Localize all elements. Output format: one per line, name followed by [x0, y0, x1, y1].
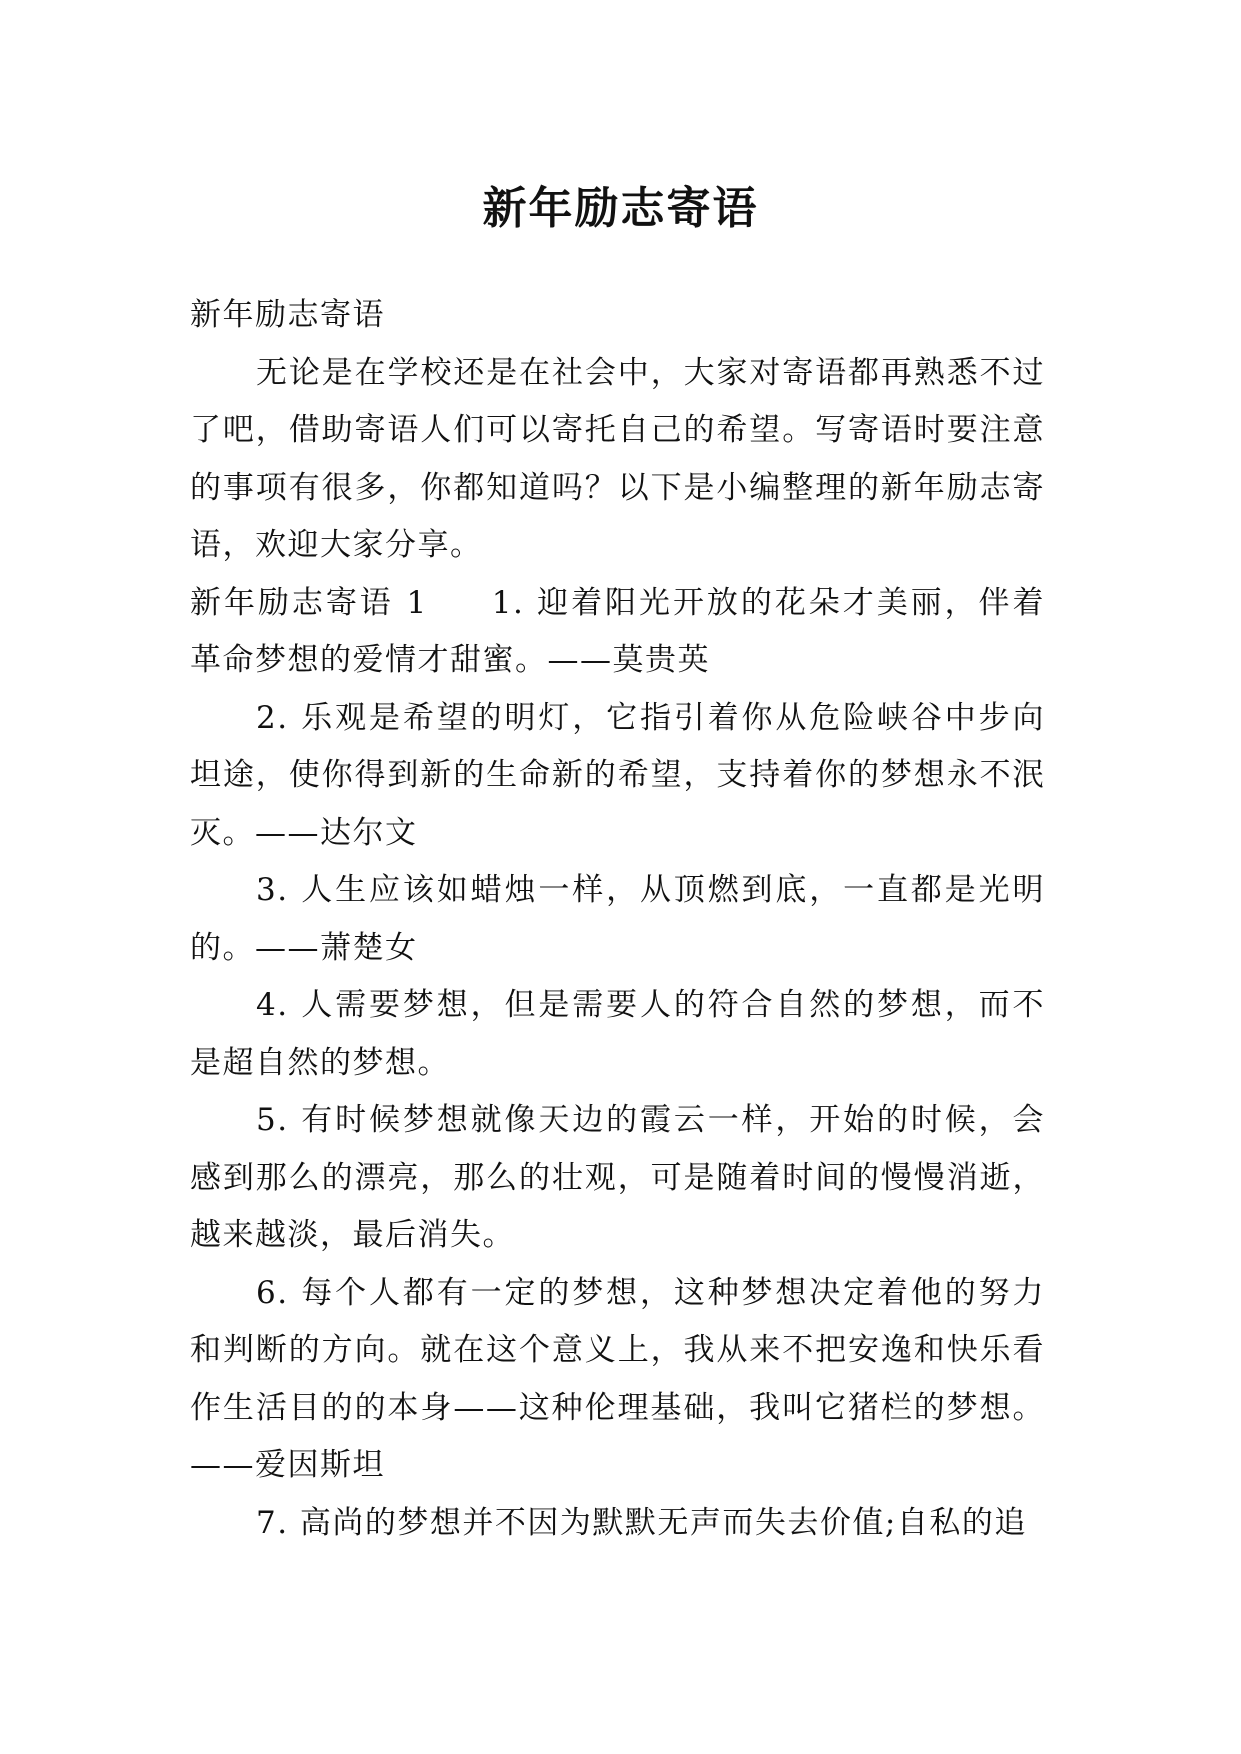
- quote-item: 7. 高尚的梦想并不因为默默无声而失去价值;自私的追: [256, 1504, 1027, 1541]
- quote-item: 4. 人需要梦想，但是需要人的符合自然的梦想，而不是超自然的梦想。: [190, 987, 1045, 1081]
- quote-1-paragraph: [190, 575, 1045, 690]
- quote-item: 6. 每个人都有一定的梦想，这种梦想决定着他的努力和判断的方向。就在这个意义上，我从来不把安逸和快乐看作生活目的的本身——这种伦理基础，我叫它猪栏的梦想。——爱因斯坦: [190, 1274, 1045, 1483]
- subtitle: 新年励志寄语: [190, 297, 385, 333]
- quote-item: 5. 有时候梦想就像天边的霞云一样，开始的时候，会感到那么的漂亮，那么的壮观，可是随着时间的慢慢消逝，越来越淡，最后消失。: [190, 1102, 1045, 1253]
- intro-paragraph: 无论是在学校还是在社会中，大家对寄语都再熟悉不过了吧，借助寄语人们可以寄托自己的希望。写寄语时要注意的事项有很多，你都知道吗？以下是小编整理的新年励志寄语，欢迎大家分享。: [190, 354, 1045, 563]
- quote-item: 2. 乐观是希望的明灯，它指引着你从危险峡谷中步向坦途，使你得到新的生命新的希望，支持着你的梦想永不泯灭。——达尔文: [190, 699, 1045, 851]
- quote-item: 1. 迎着阳光开放的花朵才美丽，伴着革命梦想的爱情才甜蜜。——莫贵英: [190, 584, 1046, 678]
- document-body: [190, 287, 1045, 1552]
- document-title: 新年励志寄语: [482, 183, 759, 235]
- section-heading: 新年励志寄语 1: [190, 584, 428, 621]
- quote-item: 3. 人生应该如蜡烛一样，从顶燃到底，一直都是光明的。——萧楚女: [190, 872, 1045, 966]
